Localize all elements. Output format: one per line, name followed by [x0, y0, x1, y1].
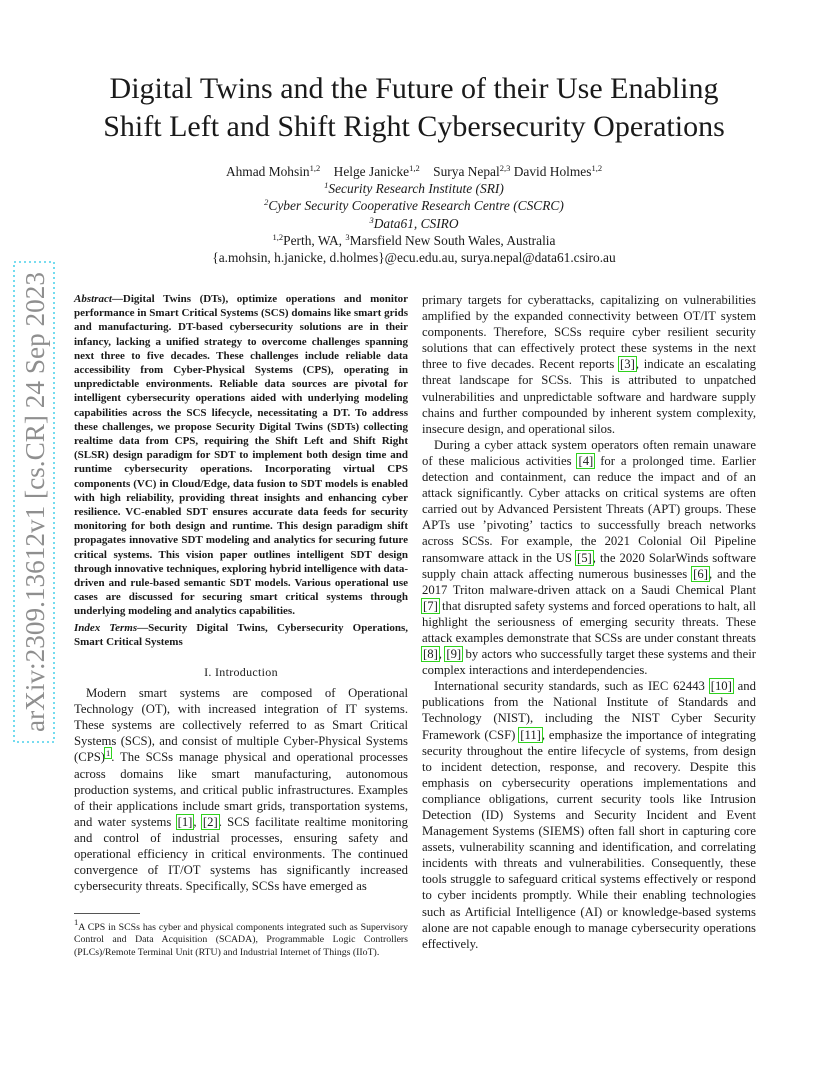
index-terms-text: —Security Digital Twins, Cybersecurity Operations, Smart Critical Systems [74, 621, 408, 648]
footnote-divider [74, 913, 140, 914]
author-4-sup: 1,2 [591, 163, 603, 173]
footnote-link[interactable]: 1 [106, 748, 111, 759]
affiliation-2: $^2$Cyber Security Cooperative Research Centre (CSCRC) [264, 197, 564, 214]
title-line-2: Shift Left and Shift Right Cybersecurity Operations [103, 110, 725, 143]
author-2-sup: 1,2 [409, 163, 420, 173]
footnote [74, 917, 408, 959]
citation-link[interactable]: [9] [446, 647, 462, 662]
citation-link[interactable]: [10] [710, 679, 732, 694]
paragraph: During a cyber attack system operators often remain unaware of these malicious activities [4] for a prolonged time. Earlier detection and containment, can reduce the impact and of an attack significantly. Cyber attacks on critical systems are often carried out by Advanced Persistent Threats (APT) groups. These APTs use ’pivoting’ tactics to successfully breach networks across SCSs. For example, the 2021 Colonial Oil Pipeline ransomware attack in the US [5], the 2020 SolarWinds software supply chain attack affecting numerous businesses [6], and the 2017 Triton malware-driven attack on a Saudi Chemical Plant [7] that disrupted safety systems and forced operations to halt, all highlight the seriousness of emerging security threats. These attack examples demonstrate that SCSs are under constant threats [8], [9] by actors who successfully target these systems and their complex interactions and interdependencies. [422, 437, 756, 678]
abstract-text: —Digital Twins (DTs), optimize operations and monitor performance in Smart Critical Systems (SCS) domains like smart grids and manufacturing. DT-based cybersecurity solutions are in their infancy, lacking a unified strategy to overcome challenges spanning next three to five decades. These challenges include reliable data accessibility from Cyber-Physical Systems (CPS), operating in unpredictable environments. Reliable data sources are pivotal for intelligent cybersecurity operations aided with underlying modeling capabilities across the SCS lifecycle, necessitating a DT. To address these challenges, we propose Security Digital Twins (SDTs) collecting realtime data from CPS, requiring the Shift Left and Shift Right (SLSR) design paradigm for SDT to implement both design time and runtime cybersecurity operations. Incorporating virtual CPS components (VC) in Cloud/Edge, data fusion to SDT models is enabled with high reliability, providing threat insights and enhancing cyber resilience. VC-enabled SDT ensures accurate data feeds for security monitoring for both design and runtime. This design paradigm shift propagates innovative SDT modeling and analytics for securing future critical systems. This vision paper outlines intelligent SDT design through innovative techniques, exploring hybrid intelligence with data-driven and rule-based semantic SDT models. Various operational use cases are discussed for securing smart critical systems through underlying modeling and analytics capabilities. [74, 293, 408, 618]
location-line: $^{1,2}$Perth, WA, $^3$Marsfield New South Wales, Australia [272, 231, 556, 248]
citation-link[interactable]: [5] [576, 550, 592, 565]
arxiv-identifier-text: arXiv:2309.13612v1 [cs.CR] 24 Sep 2023 [20, 276, 50, 732]
intro-paragraph: Modern smart systems are composed of Operational Technology (OT), with increased integration of IT systems. These systems are collectively referred to as Smart Critical Systems (SCS), and consist of multiple Cyber-Physical Systems (CPS)$^1$. The SCSs manage physical and operational processes across domains like smart manufacturing, autonomous production systems, and critical public infrastructures. Examples of their applications include smart grids, transportation systems, and water systems [1], [2]. SCS facilitate realtime monitoring and control of industrial processes, ensuring safety and operational efficiency in critical environments. The continued convergence of IT/OT systems has significantly increased cybersecurity threats. Specifically, SCSs have emerged as [74, 686, 408, 894]
citation-link[interactable]: [2] [202, 814, 218, 829]
citation-link[interactable]: [3] [620, 357, 635, 372]
right-column [422, 292, 756, 952]
section-heading: I. Introduction [204, 665, 278, 680]
author-1-sup: 1,2 [309, 163, 321, 173]
email-line: {a.mohsin, h.janicke, d.holmes}@ecu.edu.au, surya.nepal@data61.csiro.au [212, 250, 616, 266]
author-1: Ahmad Mohsin [225, 164, 310, 179]
abstract-label: Abstract [74, 293, 112, 305]
title-line-1: Digital Twins and the Future of their Use Enabling [109, 72, 719, 105]
citation-link[interactable]: [8] [423, 647, 438, 662]
index-terms-label: Index Terms [74, 621, 138, 634]
citation-link[interactable]: [6] [693, 566, 708, 581]
affiliation-3: $^3$Data61, CSIRO [369, 214, 459, 231]
left-column [74, 292, 408, 894]
footnote-number: 1 [74, 917, 79, 927]
author-3-sup: 2,3 [499, 163, 511, 173]
citation-link[interactable]: [1] [177, 814, 193, 829]
paragraph: primary targets for cyberattacks, capitalizing on vulnerabilities amplified by the expanded connectivity between OT/IT system components. Therefore, SCSs require cyber resilient security solutions that can effectively protect these systems in the next three to five decades. Recent reports [3], indicate an escalating threat landscape for SCSs. This is attributed to unpatched vulnerabilities and unpredictable software and hardware supply chains and further compounded by inherent system complexity, insecure design, and operational silos. [422, 293, 757, 436]
author-2: Helge Janicke [333, 164, 410, 179]
affiliation-1: $^1$Security Research Institute (SRI) [324, 180, 504, 197]
author-names [40, 163, 788, 180]
paper-title [40, 70, 788, 146]
arxiv-identifier [10, 262, 60, 742]
author-4: David Holmes [513, 164, 592, 179]
citation-link[interactable]: [7] [423, 598, 438, 613]
citation-link[interactable]: [11] [520, 727, 541, 742]
index-terms [74, 621, 408, 649]
footnote-text: A CPS in SCSs has cyber and physical components integrated such as Supervisory Control and Data Acquisition (SCADA), Programmable Logic Controllers (PLCs)/Remote Terminal Unit (RTU) and Industrial Internet of Things (IIoT). [74, 922, 408, 958]
author-block [40, 163, 788, 266]
author-3: Surya Nepal [433, 164, 500, 179]
citation-link[interactable]: [4] [578, 453, 594, 468]
abstract [74, 292, 408, 619]
paragraph: International security standards, such as IEC 62443 [10] and publications from the National Institute of Standards and Technology (NIST), including the NIST Cyber Security Framework (CSF) [11], emphasize the importance of integrating security throughout the entire lifecycle of systems, from design to incident detection, response, and recovery. Despite this emphasis on cybersecurity operations implementations and compliance obligations, current security tools like Intrusion Detection (ID) Systems and Security Incident and Event Management Systems (SIEMS) often fall short in capturing core assets, vulnerability scanning and identification, and correlating incidents with threats and vulnerabilities. Consequently, these tools struggle to safeguard critical systems effectively or respond to cyber incidents promptly. While their enabling technologies such as Artificial Intelligence (AI) or knowledge-based systems alone are not capable enough to manage cybersecurity operations effectively. [422, 679, 756, 951]
